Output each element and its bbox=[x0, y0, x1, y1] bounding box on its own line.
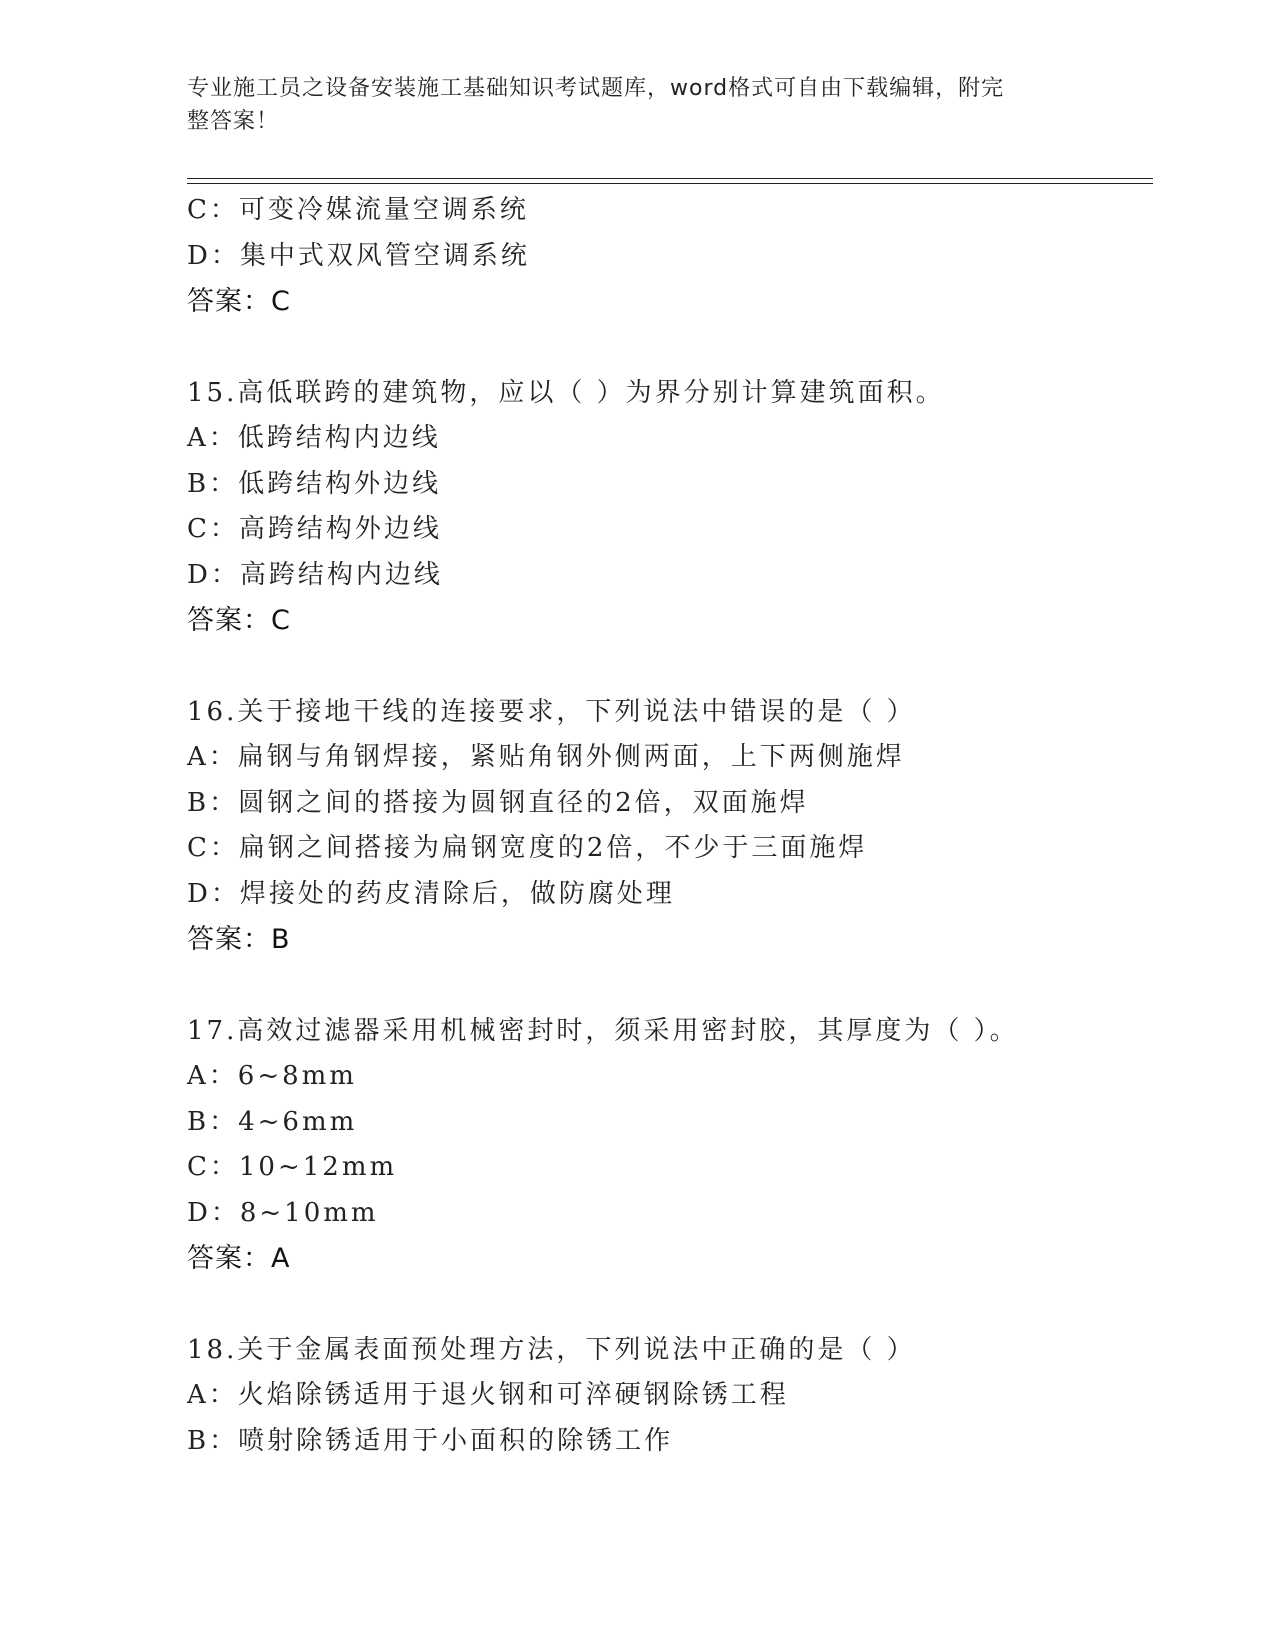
question-block bbox=[187, 1009, 1153, 1282]
question-list bbox=[187, 188, 1153, 1464]
question-stem: 15.高低联跨的建筑物，应以（ ）为界分别计算建筑面积。 bbox=[187, 377, 945, 408]
answer-line: 答案：C bbox=[187, 286, 291, 317]
spacer bbox=[187, 644, 1153, 690]
spacer bbox=[187, 325, 1153, 371]
answer-line: 答案：B bbox=[187, 924, 291, 955]
option-a: A：扁钢与角钢焊接，紧贴角钢外侧两面，上下两侧施焊 bbox=[187, 742, 905, 772]
question-block bbox=[187, 371, 1153, 644]
option-d: D：焊接处的药皮清除后，做防腐处理 bbox=[187, 878, 675, 909]
header-line-2: 整答案！ bbox=[187, 109, 280, 134]
option-b: B：圆钢之间的搭接为圆钢直径的2倍，双面施焊 bbox=[187, 787, 809, 818]
option-c: C：高跨结构外边线 bbox=[187, 514, 442, 544]
header-divider-bottom bbox=[187, 183, 1153, 184]
spacer bbox=[187, 963, 1153, 1009]
option-c: C：10~12mm bbox=[187, 1152, 398, 1182]
spacer bbox=[187, 1282, 1153, 1328]
question-block bbox=[187, 690, 1153, 963]
question-block bbox=[187, 1328, 1153, 1465]
option-b: B：喷射除锈适用于小面积的除锈工作 bbox=[187, 1425, 674, 1456]
question-stem: 16.关于接地干线的连接要求，下列说法中错误的是（ ） bbox=[187, 696, 916, 727]
question-continuation bbox=[187, 188, 1153, 325]
option-b: B：4~6mm bbox=[187, 1106, 358, 1137]
option-c: C：可变冷媒流量空调系统 bbox=[187, 195, 529, 225]
option-a: A：低跨结构内边线 bbox=[187, 423, 441, 453]
header-divider-top bbox=[187, 178, 1153, 179]
document-header bbox=[187, 72, 1067, 138]
option-d: D：集中式双风管空调系统 bbox=[187, 240, 530, 271]
answer-line: 答案：C bbox=[187, 605, 291, 636]
question-stem: 17.高效过滤器采用机械密封时，须采用密封胶，其厚度为（ ）。 bbox=[187, 1015, 1019, 1046]
option-b: B：低跨结构外边线 bbox=[187, 468, 442, 499]
question-stem: 18.关于金属表面预处理方法，下列说法中正确的是（ ） bbox=[187, 1334, 916, 1365]
answer-line: 答案：A bbox=[187, 1243, 291, 1274]
option-c: C：扁钢之间搭接为扁钢宽度的2倍，不少于三面施焊 bbox=[187, 833, 868, 863]
option-d: D：8~10mm bbox=[187, 1197, 379, 1228]
option-a: A：火焰除锈适用于退火钢和可淬硬钢除锈工程 bbox=[187, 1380, 789, 1410]
header-line-1: 专业施工员之设备安装施工基础知识考试题库，word格式可自由下载编辑，附完 bbox=[187, 76, 1005, 101]
option-a: A：6~8mm bbox=[187, 1061, 357, 1091]
option-d: D：高跨结构内边线 bbox=[187, 559, 443, 590]
